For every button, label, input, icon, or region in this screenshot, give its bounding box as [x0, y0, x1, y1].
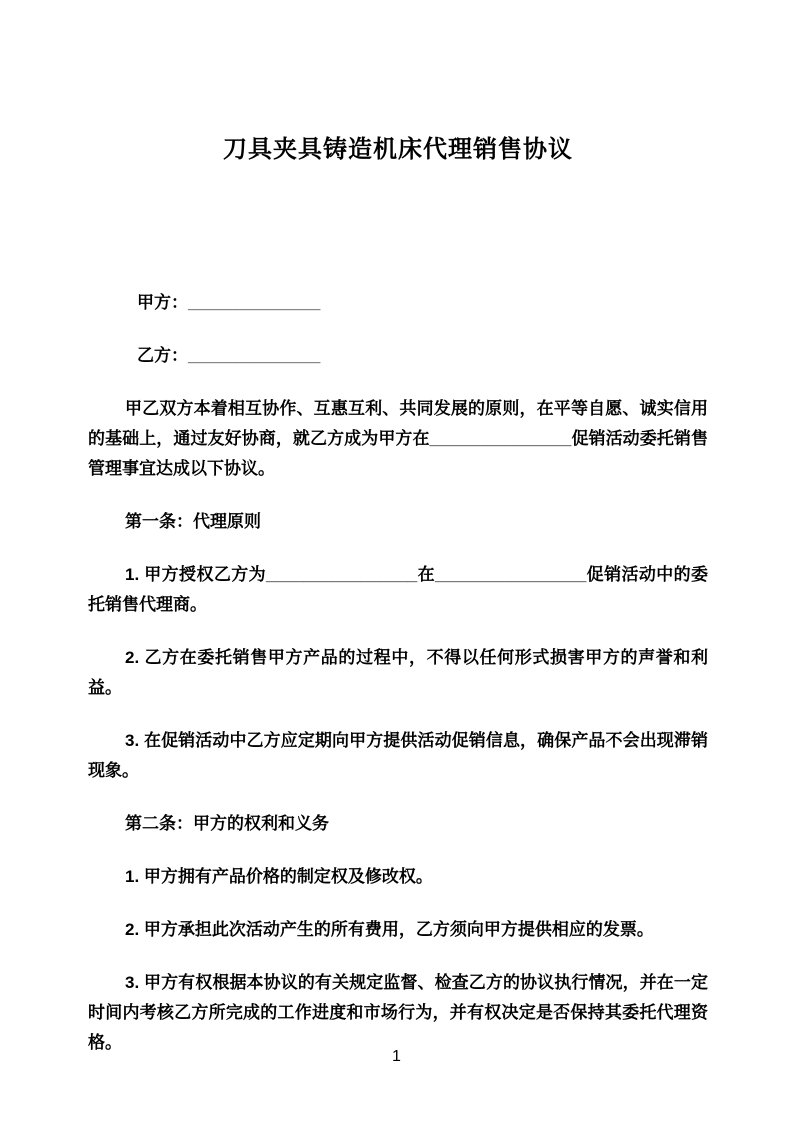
page-number: 1	[392, 1048, 401, 1065]
preamble-paragraph: 甲乙双方本着相互协作、互惠互利、共同发展的原则，在平等自愿、诚实信用的基础上，通过友好协商，就乙方成为甲方在_______________促销活动委托销售管理事宜达成以下协议。	[88, 399, 708, 478]
clause-2-item-3: 3. 甲方有权根据本协议的有关规定监督、检查乙方的协议执行情况，并在一定时间内考核乙方所完成的工作进度和市场行为，并有权决定是否保持其委托代理资格。	[88, 973, 708, 1052]
clause-1-item-1: 1. 甲方授权乙方为________________在________________促销活动中的委托销售代理商。	[88, 565, 708, 614]
clause-1-heading: 第一条：代理原则	[125, 512, 261, 531]
clause-2-item-2: 2. 甲方承担此次活动产生的所有费用，乙方须向甲方提供相应的发票。	[125, 920, 654, 939]
party-a-line	[88, 288, 708, 318]
party-b-blank: ______________	[188, 346, 321, 365]
party-b-label: 乙方：	[137, 346, 188, 365]
clause-1-item-2: 2. 乙方在委托销售甲方产品的过程中，不得以任何形式损害甲方的声誉和利益。	[88, 648, 708, 697]
party-a-label: 甲方：	[137, 293, 188, 312]
document-title: 刀具夹具铸造机床代理销售协议	[223, 136, 573, 163]
clause-2-item-1: 1. 甲方拥有产品价格的制定权及修改权。	[125, 867, 433, 886]
clause-1-item-3: 3. 在促销活动中乙方应定期向甲方提供活动促销信息，确保产品不会出现滞销现象。	[88, 731, 708, 780]
party-a-blank: ______________	[188, 293, 321, 312]
party-b-line	[88, 341, 708, 371]
clause-2-heading: 第二条：甲方的权利和义务	[125, 814, 329, 833]
